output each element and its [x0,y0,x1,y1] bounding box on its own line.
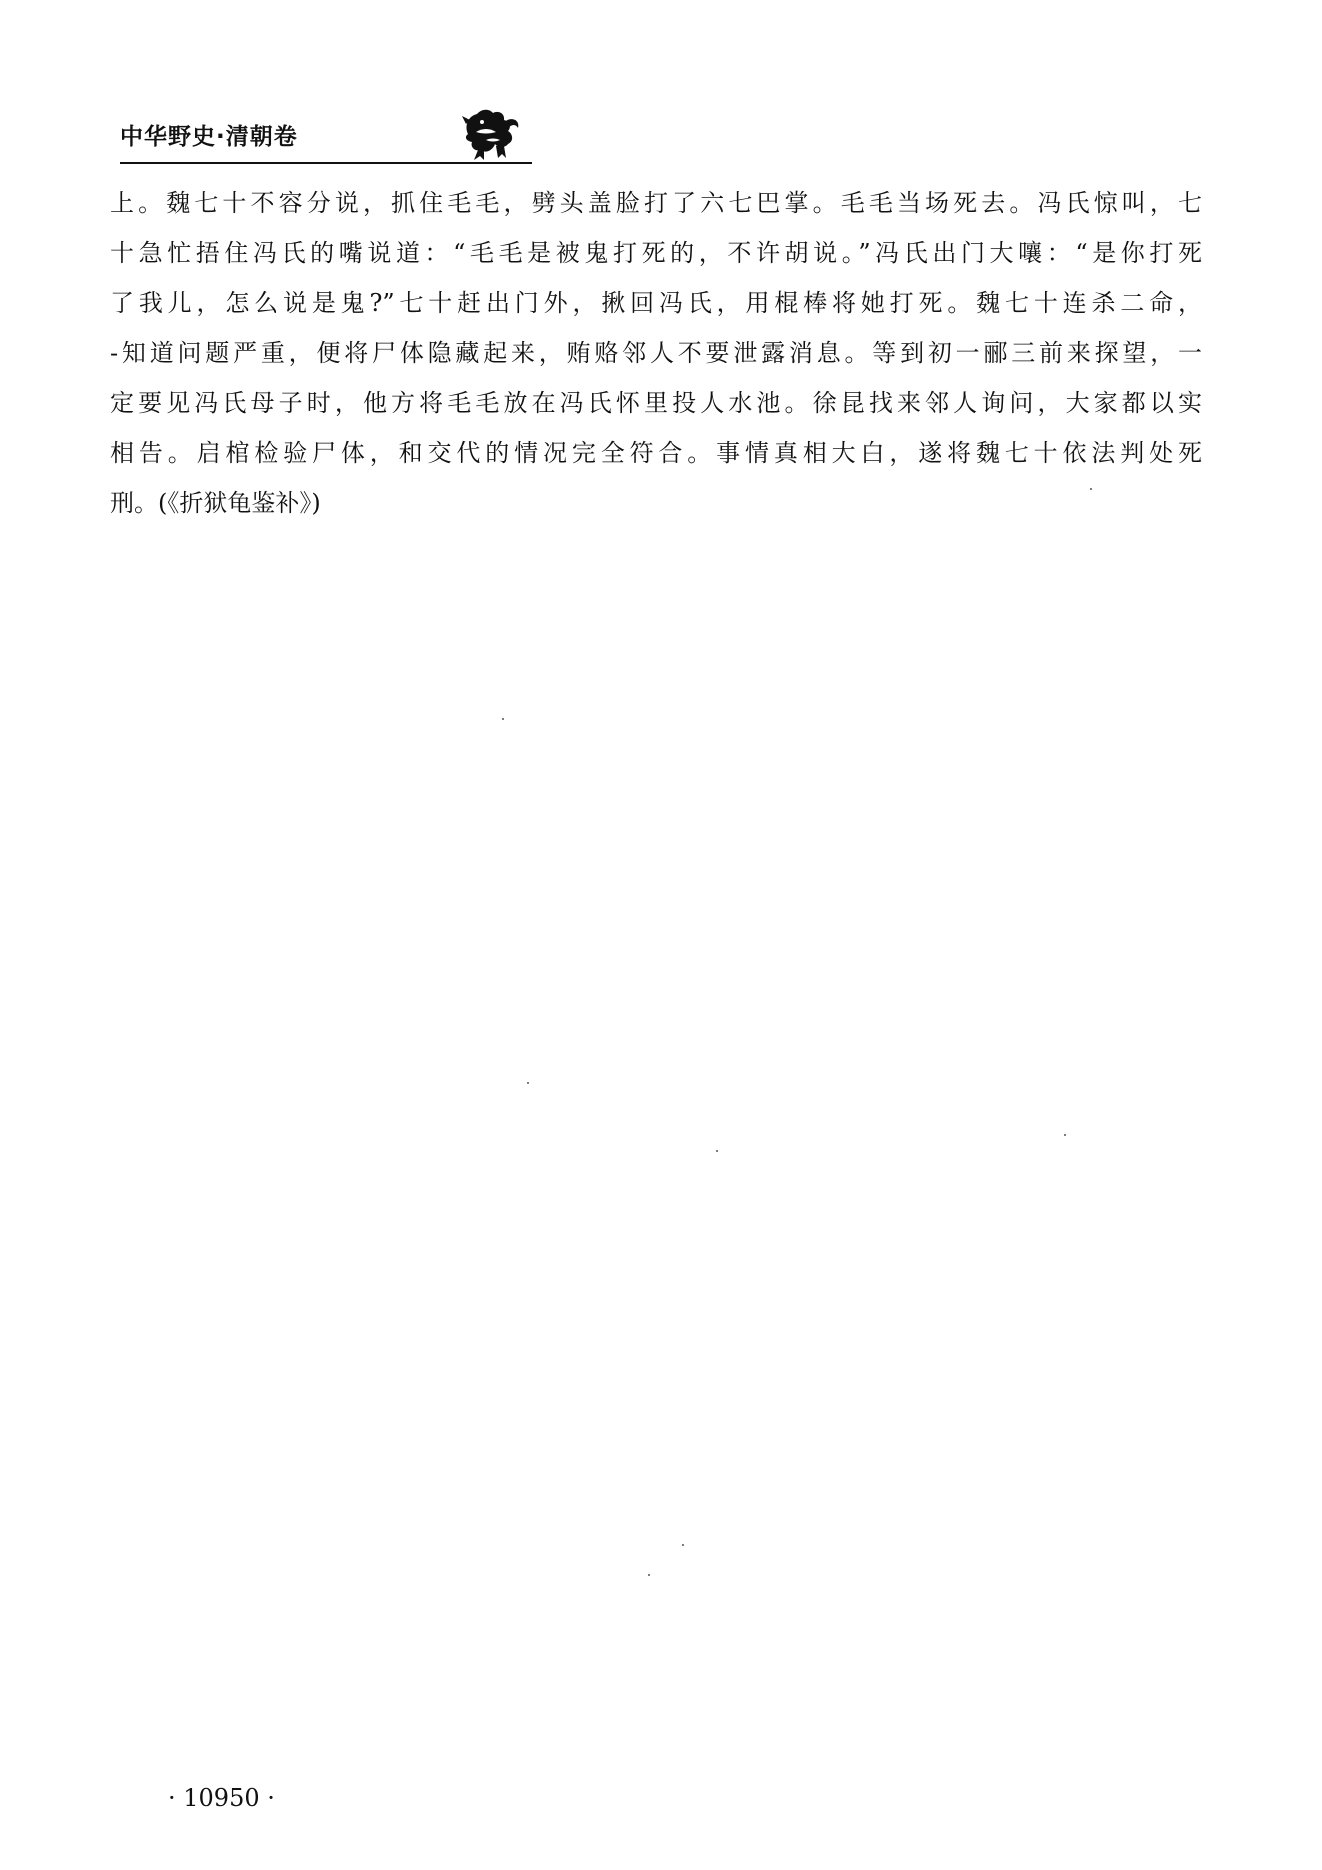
dragon-emblem-icon [460,104,522,162]
header-rule [120,162,532,164]
text-line: -知道问题严重，便将尸体隐藏起来，贿赂邻人不要泄露消息。等到初一郦三前来探望，一 [110,339,1202,367]
page-number: · 10950 · [168,1784,275,1812]
text-line: 刑。(《折狱龟鉴补》) [110,489,321,517]
scan-speck [527,1082,529,1084]
running-header [120,104,532,168]
scan-speck [648,1574,650,1576]
scan-speck [502,718,504,720]
header-title: 中华野史·清朝卷 [120,124,298,150]
text-line: 了我儿，怎么说是鬼?”七十赶出门外，揪回冯氏，用棍棒将她打死。魏七十连杀二命， [110,289,1202,317]
scan-speck [682,1544,684,1546]
text-line: 定要见冯氏母子时，他方将毛毛放在冯氏怀里投人水池。徐昆找来邻人询问，大家都以实 [110,389,1202,417]
scan-speck [1064,1134,1066,1136]
text-line: 相告。启棺检验尸体，和交代的情况完全符合。事情真相大白，遂将魏七十依法判处死 [110,439,1202,467]
scan-speck [1090,488,1092,490]
text-line: 上。魏七十不容分说，抓住毛毛，劈头盖脸打了六七巴掌。毛毛当场死去。冯氏惊叫，七 [110,189,1202,217]
body-text [110,178,1202,528]
text-line: 十急忙捂住冯氏的嘴说道：“毛毛是被鬼打死的，不许胡说。”冯氏出门大嚷：“是你打死 [110,239,1202,267]
scan-speck [716,1150,718,1152]
